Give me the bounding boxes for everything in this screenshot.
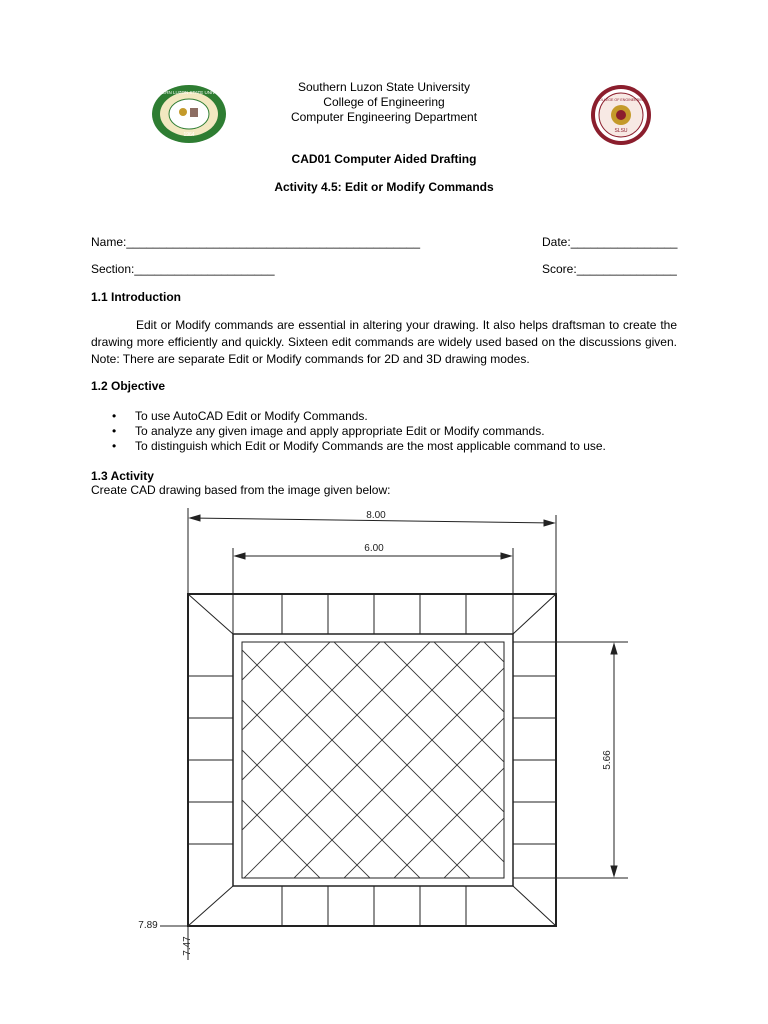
university-name: Southern Luzon State University <box>297 80 471 94</box>
diamond-lattice <box>242 350 522 1024</box>
activity-title: Activity 4.5: Edit or Modify Commands <box>274 180 494 194</box>
activity-heading: 1.3 Activity <box>91 469 154 483</box>
name-label: Name: <box>91 235 127 249</box>
dim-corner-a: 7.89 <box>138 920 158 931</box>
lattice-frame <box>242 642 504 878</box>
college-name: College of Engineering <box>323 95 445 109</box>
objective-item: • To analyze any given image and apply appropriate Edit or Modify commands. <box>112 424 712 439</box>
dim-inner-height: 5.66 <box>602 750 613 770</box>
intro-paragraph: Edit or Modify commands are essential in altering your drawing. It also helps draftsman to create the drawing more efficiently and quickly. Sixteen edit commands are widely used based on the discussions given. Note: There are separate Edit or Modify commands for 2D and 3D drawing modes. <box>91 318 677 366</box>
course-title: CAD01 Computer Aided Drafting <box>291 152 477 166</box>
left-logo-year: 1964 <box>183 132 195 138</box>
dim-corner-b: 7.47 <box>182 936 193 956</box>
outer-border <box>188 594 556 926</box>
section-line: _____________________ <box>134 262 275 276</box>
objective-item: • To distinguish which Edit or Modify Commands are the most applicable command to use. <box>112 439 712 454</box>
inner-border <box>233 634 513 886</box>
activity-instruction: Create CAD drawing based from the image given below: <box>91 483 391 497</box>
date-label: Date: <box>542 235 571 249</box>
score-line: _______________ <box>576 262 677 276</box>
right-logo-text: COLLEGE OF ENGINEERING <box>596 98 646 102</box>
objective-item: • To use AutoCAD Edit or Modify Commands. <box>112 409 712 424</box>
department-name: Computer Engineering Department <box>290 110 478 124</box>
objective-heading: 1.2 Objective <box>91 379 166 393</box>
name-line: ____________________________________________ <box>126 235 420 249</box>
section-label: Section: <box>91 262 135 276</box>
left-logo-text: SOUTHERN LUZON STATE UNIVERSITY <box>150 90 228 95</box>
intro-heading: 1.1 Introduction <box>91 290 181 304</box>
dim-inner-width: 6.00 <box>364 543 384 554</box>
dim-outer-width: 8.00 <box>366 510 386 521</box>
date-line: ________________ <box>570 235 678 249</box>
right-logo-sub: SLSU <box>614 128 628 134</box>
score-label: Score: <box>542 262 577 276</box>
